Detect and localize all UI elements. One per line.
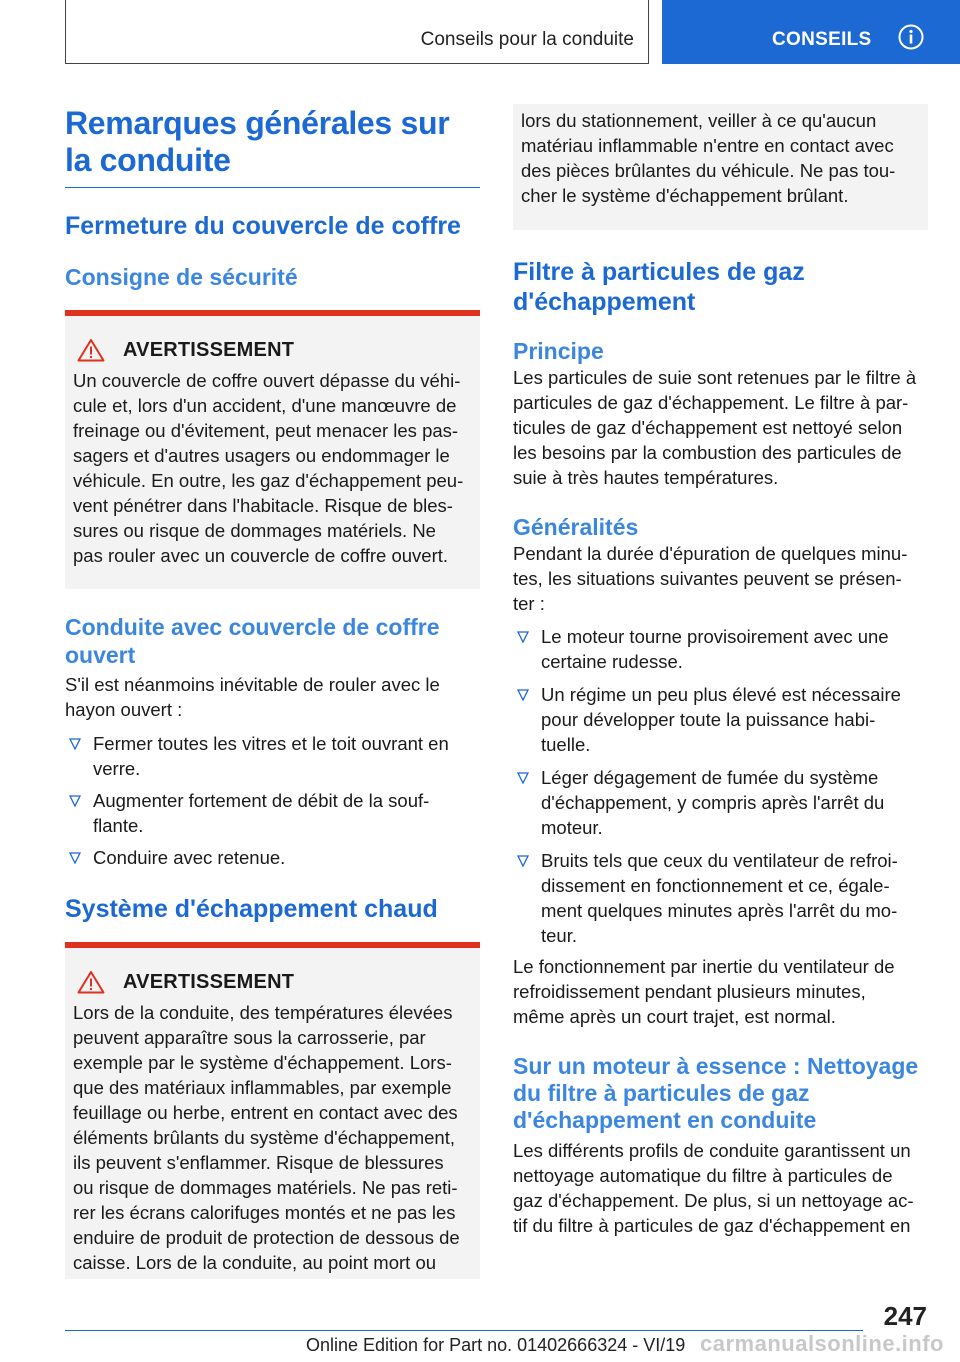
watermark: carmanualsonline.info [700,1331,944,1356]
triangle-bullet-icon [69,852,81,864]
open-trunk-intro: S'il est néanmoins inévitable de rouler avec le hayon ouvert : [65,674,440,720]
warning-title: AVERTISSEMENT [123,970,295,993]
petrol-title: Sur un moteur à essence : Nettoyage du filtre à particules de gaz d'échappement en conduite [513,1053,919,1133]
list-item: Léger dégagement de fumée du système d'échappement, y compris après l'arrêt du moteur. [513,765,928,840]
warning-box-trunk [65,310,480,589]
page-number: 247 [883,1301,927,1331]
list-item: Augmenter fortement de débit de la souf- flante. [65,788,480,838]
triangle-bullet-icon [69,738,81,750]
info-icon [898,24,924,50]
filter-title: Filtre à particules de gaz d'échappement [513,258,805,316]
header-tab-conseils[interactable] [662,0,960,64]
petrol-text: Les différents profils de conduite garantissent un nettoyage automatique du filtre à particules de gaz d'échappement. De plus, si un nettoyage ac- tif du filtre à particules de gaz d'échappement en [513,1140,914,1236]
left-column [65,100,480,1279]
warning-triangle-icon [77,338,105,362]
list-item: Bruits tels que ceux du ventilateur de refroi- dissement en fonctionnement et ce, égale- ment quelques minutes après l'arrêt du mo- teur. [513,848,928,948]
warning-title: AVERTISSEMENT [123,338,295,361]
warning-box-continued [513,104,928,230]
list-item: Conduire avec retenue. [65,845,480,870]
general-list [513,624,928,948]
header-section-box [65,0,649,64]
triangle-bullet-icon [517,631,529,643]
open-trunk-title: Conduite avec couvercle de coffre ouvert [65,614,440,668]
warning-text: Un couvercle de coffre ouvert dépasse du véhi- cule et, lors d'un accident, d'une manœuvre de freinage ou d'évitement, peut menacer les pas- sagers et d'autres usagers ou endommager le véhicule. En outre, les gaz d'échappement peu- vent pénétrer dans l'habitacle. Risque de bles- sures ou risque de dommages matériels. Ne pas rouler avec un couvercle de coffre ouvert. [73,370,464,566]
open-trunk-list [65,731,480,870]
inertia-text: Le fonctionnement par inertie du ventilateur de refroidissement pendant plusieurs minutes, même après un court trajet, est normal. [513,956,895,1027]
warning-continued-text: lors du stationnement, veiller à ce qu'aucun matériau inflammable n'entre en contact avec des pièces brûlantes du véhicule. Ne pas tou- cher le système d'échappement brûlant. [521,110,896,206]
list-item: Fermer toutes les vitres et le toit ouvrant en verre. [65,731,480,781]
safety-title: Consigne de sécurité [65,264,298,290]
general-title: Généralités [513,514,639,540]
warning-triangle-icon [77,970,105,994]
footer-edition: Online Edition for Part no. 01402666324 - VI/19 [306,1335,686,1355]
principle-text: Les particules de suie sont retenues par le filtre à particules de gaz d'échappement. Le filtre à par- ticules de gaz d'échappement est nettoyé selon les besoins par la combustion des particules de suie à très hautes températures. [513,367,917,488]
triangle-bullet-icon [69,795,81,807]
warning-text: Lors de la conduite, des températures élevées peuvent apparaître sous la carrosserie, par exemple par le système d'échappement. Lors- que des matériaux inflammables, par exemple feuillage ou herbe, entrent en contact avec des éléments brûlants du système d'échappement, ils peuvent s'enflammer. Risque de blessures ou risque de dommages matériels. Ne pas reti- rer les écrans calorifuges montés et ne pas les enduire de produit de protection de dessous de caisse. Lors de la conduite, au point mort ou [73,1002,460,1273]
triangle-bullet-icon [517,772,529,784]
list-item: Un régime un peu plus élevé est nécessaire pour développer toute la puissance habi- tuelle. [513,682,928,757]
right-column [513,104,928,1238]
triangle-bullet-icon [517,855,529,867]
general-text: Pendant la durée d'épuration de quelques minu- tes, les situations suivantes peuvent se présen- ter : [513,543,908,614]
principle-title: Principe [513,338,604,364]
warning-box-exhaust [65,942,480,1279]
list-item: Le moteur tourne provisoirement avec une certaine rudesse. [513,624,928,674]
main-title: Remarques générales sur la conduite [65,105,450,178]
header-tab-label: CONSEILS [772,29,872,50]
triangle-bullet-icon [517,689,529,701]
trunk-title: Fermeture du couvercle de coffre [65,212,461,240]
header-section-title: Conseils pour la conduite [420,29,634,50]
exhaust-title: Système d'échappement chaud [65,895,438,923]
title-divider [65,187,480,188]
